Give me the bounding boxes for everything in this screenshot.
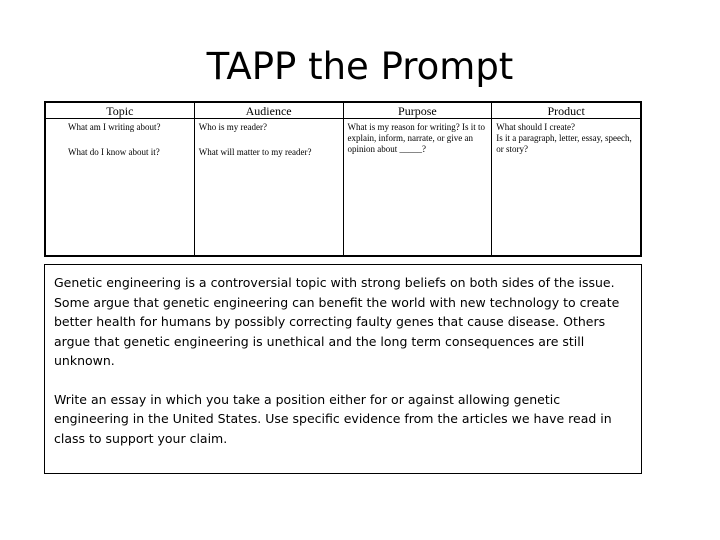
purpose-header: Purpose <box>344 103 492 119</box>
purpose-questions <box>344 119 492 155</box>
slide-title: TAPP the Prompt <box>206 45 514 88</box>
topic-header: Topic <box>46 103 194 119</box>
product-questions <box>492 119 640 155</box>
product-question: What should I create? Is it a paragraph, letter, essay, speech, or story? <box>496 122 632 154</box>
topic-question: What do I know about it? <box>68 147 160 157</box>
topic-questions <box>46 119 194 158</box>
audience-questions <box>195 119 343 158</box>
topic-column <box>46 103 195 255</box>
prompt-context-paragraph: Genetic engineering is a controversial topic with strong beliefs on both sides of the issue. Some argue that genetic engineering can benefit the world with new technology to create better health for humans by possibly correcting faulty genes that cause disease. Others argue that genetic engineering is unethical and the long term consequences are still unknown. <box>54 275 620 368</box>
writing-prompt-box <box>44 264 642 474</box>
purpose-question: What is my reason for writing? Is it to explain, inform, narrate, or give an opinion about _____? <box>347 122 485 154</box>
product-header: Product <box>492 103 640 119</box>
prompt-task-paragraph: Write an essay in which you take a position either for or against allowing genetic engineering in the United States. Use specific evidence from the articles we have read in class to support your claim. <box>54 391 612 446</box>
purpose-column <box>344 103 493 255</box>
audience-question: What will matter to my reader? <box>198 147 312 157</box>
topic-question: What am I writing about? <box>68 122 161 132</box>
audience-question: Who is my reader? <box>198 122 267 132</box>
audience-column <box>195 103 344 255</box>
product-column <box>492 103 640 255</box>
tapp-table <box>44 101 642 257</box>
audience-header: Audience <box>195 103 343 119</box>
